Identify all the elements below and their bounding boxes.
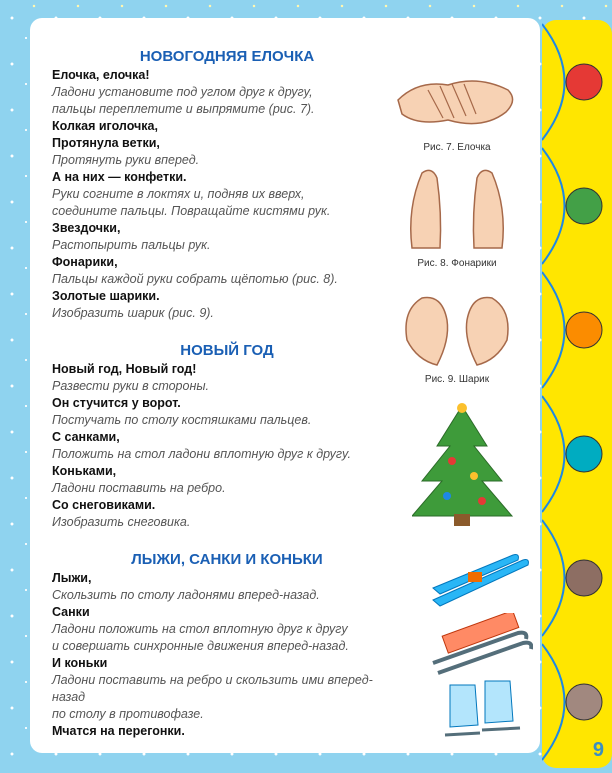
hands-tree-illustration	[388, 60, 528, 145]
instruction-line: Растопырить пальцы рук.	[52, 238, 211, 252]
instruction-line: Протянуть руки вперед.	[52, 153, 200, 167]
verse-line: Мчатся на перегонки.	[52, 724, 185, 738]
section-title: ЛЫЖИ, САНКИ И КОНЬКИ	[131, 551, 323, 568]
verse-line: Коньками,	[52, 464, 117, 478]
verse-line: А на них — конфетки.	[52, 170, 187, 184]
instruction-line: Скользить по столу ладонями вперед-назад.	[52, 588, 320, 602]
section-title: НОВОГОДНЯЯ ЕЛОЧКА	[139, 48, 315, 65]
page-number: 9	[592, 739, 604, 761]
verse-line: Колкая иголочка,	[52, 119, 158, 133]
verse-line: Фонарики,	[52, 255, 118, 269]
verse-line: Звездочки,	[52, 221, 121, 235]
hands-lantern-illustration	[392, 158, 522, 253]
section-2	[52, 551, 402, 740]
instruction-line: Изобразить снеговика.	[52, 515, 191, 529]
section-title: НОВЫЙ ГОД	[180, 342, 274, 359]
verse-line: Елочка, елочка!	[52, 68, 150, 82]
instruction-line: Ладони установите под углом друг к другу,	[52, 85, 313, 99]
instruction-line: по столу в противофазе.	[52, 707, 204, 721]
verse-line: И коньки	[52, 656, 108, 670]
instruction-line: Изобразить шарик (рис. 9).	[52, 306, 214, 320]
caption-fig8: Рис. 8. Фонарики	[417, 258, 497, 269]
instruction-line: и совершать синхронные движения вперед-назад.	[52, 639, 349, 653]
padlock-icon[interactable]	[566, 560, 602, 596]
section-1	[52, 342, 402, 531]
page-sheet	[30, 18, 540, 753]
verse-line: Он стучится у ворот.	[52, 396, 181, 410]
caption-fig7: Рис. 7. Елочка	[423, 142, 491, 153]
instruction-line: Ладони положить на стол вплотную друг к другу	[52, 622, 348, 636]
verse-line: Новый год, Новый год!	[52, 362, 197, 376]
right-tabs	[542, 0, 612, 768]
verse-line: Золотые шарики.	[52, 289, 160, 303]
instruction-line: Пальцы каждой руки собрать щёпотью (рис. 8).	[52, 272, 338, 286]
tabs-svg	[542, 0, 612, 768]
instruction-line: соедините пальцы. Повращайте кистями рук.	[52, 204, 331, 218]
verse-line: Со снеговиками.	[52, 498, 156, 512]
instruction-line: Постучать по столу костяшками пальцев.	[52, 413, 312, 427]
section-0	[52, 48, 402, 322]
verse-line: Лыжи,	[52, 571, 92, 585]
instruction-line: Ладони поставить на ребро.	[52, 481, 226, 495]
verse-line: С санками,	[52, 430, 120, 444]
verse-line: Протянула ветки,	[52, 136, 160, 150]
skates-illustration	[440, 675, 530, 747]
instruction-line: Ладони поставить на ребро и скользить ими вперед-назад	[52, 673, 373, 704]
drum-icon[interactable]	[566, 64, 602, 100]
house-icon[interactable]	[566, 312, 602, 348]
phone-icon[interactable]	[566, 436, 602, 472]
instruction-line: Руки согните в локтях и, подняв их вверх,	[52, 187, 305, 201]
skis-illustration	[428, 550, 533, 610]
hands-ball-illustration	[392, 280, 522, 370]
instruction-line: Положить на стол ладони вплотную друг к другу.	[52, 447, 351, 461]
sled-illustration	[428, 613, 533, 678]
teddy-bear-icon[interactable]	[566, 684, 602, 720]
instruction-line: пальцы переплетите и выпрямите (рис. 7).	[52, 102, 315, 116]
verse-line: Санки	[52, 605, 90, 619]
text-column	[52, 48, 402, 740]
caption-fig9: Рис. 9. Шарик	[424, 374, 490, 385]
pencils-icon[interactable]	[566, 188, 602, 224]
christmas-tree-illustration	[412, 401, 517, 529]
instruction-line: Развести руки в стороны.	[52, 379, 210, 393]
